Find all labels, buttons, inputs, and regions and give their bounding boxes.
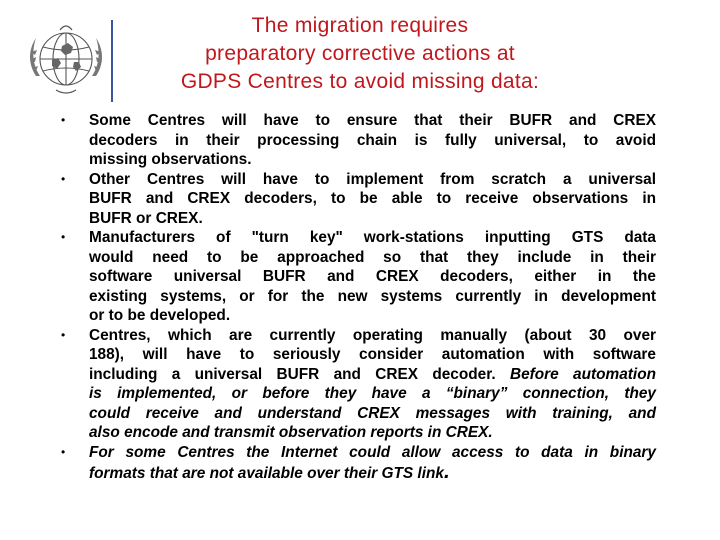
- bullet-list: [56, 111, 656, 484]
- bullet-line: missing observations.: [89, 151, 252, 168]
- title-line: The migration requires: [251, 14, 469, 37]
- slide-title: [130, 12, 590, 96]
- bullet-item: [56, 170, 656, 229]
- final-period: .: [443, 460, 450, 483]
- title-line: GDPS Centres to avoid missing data:: [180, 70, 540, 93]
- bullet-line-text: including a universal BUFR and CREX decoder.: [89, 365, 510, 383]
- bullet-line: is implemented, or before they have a “binary” connection, they: [89, 385, 656, 402]
- logo-divider: [111, 20, 113, 102]
- bullet-item: [56, 326, 656, 443]
- bullet-line: [89, 365, 656, 385]
- bullet-line-text: formats that are not available over their GTS link: [89, 465, 444, 482]
- bullet-marker: •: [61, 171, 66, 186]
- wmo-logo: [22, 16, 110, 102]
- bullet-line: could receive and understand CREX messages with training, and: [89, 404, 656, 422]
- bullet-marker: •: [61, 230, 66, 244]
- bullet-line: Manufacturers of "turn key" work-stations inputting GTS data: [89, 229, 656, 246]
- bullet-line: Some Centres will have to ensure that their BUFR and CREX: [89, 112, 656, 129]
- bullet-marker: •: [61, 327, 66, 342]
- bullet-line: Other Centres will have to implement from scratch a universal: [89, 170, 656, 188]
- title-line: preparatory corrective actions at: [205, 42, 515, 65]
- bullet-item: [56, 443, 656, 484]
- bullet-line: For some Centres the Internet could allow access to data in binary: [89, 443, 656, 461]
- bullet-item: [56, 228, 656, 326]
- bullet-line: [89, 462, 656, 484]
- bullet-marker: •: [61, 113, 66, 127]
- bullet-line: decoders in their processing chain is fully universal, to avoid: [89, 131, 656, 149]
- bullet-line: would need to be approached so that they include in their: [89, 248, 656, 266]
- wmo-emblem-icon: [22, 16, 110, 102]
- bullet-line: also encode and transmit observation reports in CREX.: [89, 424, 493, 441]
- bullet-line: 188), will have to seriously consider automation with software: [89, 346, 656, 363]
- bullet-item: [56, 111, 656, 170]
- bullet-line: BUFR or CREX.: [89, 209, 203, 227]
- bullet-line: or to be developed.: [89, 307, 231, 324]
- bullet-line: BUFR and CREX decoders, to be able to receive observations in: [89, 190, 656, 207]
- bullet-line: software universal BUFR and CREX decoders, either in the: [89, 268, 656, 285]
- bullet-line: existing systems, or for the new systems currently in development: [89, 287, 656, 305]
- bullet-line: Centres, which are currently operating manually (about 30 over: [89, 326, 656, 344]
- bullet-line-italic: Before automation: [509, 365, 656, 383]
- bullet-marker: •: [61, 444, 66, 459]
